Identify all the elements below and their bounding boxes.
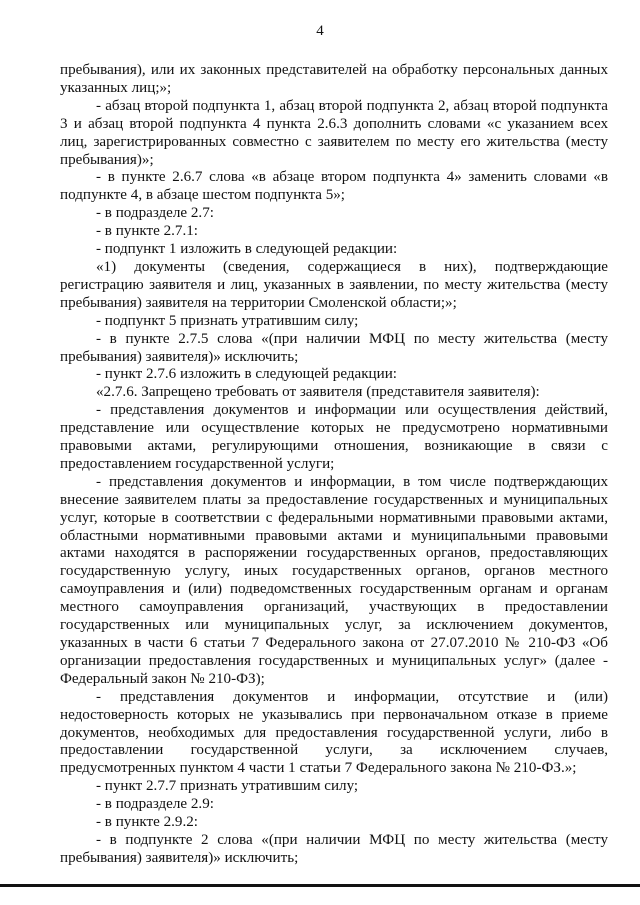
paragraph: пребывания), или их законных представителей на обработку персональных данных указанных лиц;»;: [60, 62, 608, 96]
document-body: [60, 62, 608, 868]
paragraph: - подпункт 5 признать утратившим силу;: [96, 312, 359, 329]
paragraph: «2.7.6. Запрещено требовать от заявителя (представителя заявителя):: [96, 384, 540, 401]
paragraph: - в пункте 2.7.5 слова «(при наличии МФЦ по месту жительства (месту пребывания) заявителя)» исключить;: [60, 330, 608, 365]
page-number: 4: [316, 23, 324, 39]
paragraph: - пункт 2.7.6 изложить в следующей редакции:: [96, 366, 397, 383]
paragraph: - представления документов и информации, отсутствие и (или) недостоверность которых не указывались при первоначальном отказе в приеме документов, необходимых для предоставления государственной услуги, либо в предоставлении государственной услуги, за исключением случаев, предусмотренных пунктом 4 части 1 статьи 7 Федерального закона № 210-ФЗ.»;: [60, 688, 608, 777]
bottom-rule: [0, 884, 640, 887]
paragraph: - в подпункте 2 слова «(при наличии МФЦ по месту жительства (месту пребывания) заявителя)» исключить;: [60, 831, 608, 866]
paragraph: - в пункте 2.9.2:: [96, 814, 198, 831]
paragraph: - в подразделе 2.9:: [96, 796, 214, 813]
paragraph: - в пункте 2.6.7 слова «в абзаце втором подпункта 4» заменить словами «в подпункте 4, в абзаце шестом подпункта 5»;: [60, 169, 608, 204]
paragraph: - представления документов и информации, в том числе подтверждающих внесение заявителем платы за предоставление государственных и муниципальных услуг, которые в соответствии с федеральными нормативными правовыми актами, областными нормативными правовыми актами и муниципальными правовыми актами находятся в распоряжении государственных органов, предоставляющих государственную услугу, иных государственных органов, органов местного самоуправления и (или) подведомственных государственным органам и органам местного самоуправления организаций, участвующих в предоставлении государственных или муниципальных услуг, за исключением документов, указанных в части 6 статьи 7 Федерального закона от 27.07.2010 № 210-ФЗ «Об организации предоставления государственных и муниципальных услуг» (далее - Федеральный закон № 210-ФЗ);: [60, 473, 608, 687]
paragraph: - в пункте 2.7.1:: [96, 223, 198, 240]
paragraph: - представления документов и информации или осуществления действий, представление или осуществление которых не предусмотрено нормативными правовыми актами, регулирующими отношения, возникающие в связи с предоставлением государственной услуги;: [60, 402, 608, 472]
paragraph: - подпункт 1 изложить в следующей редакции:: [96, 241, 398, 258]
paragraph: - в подразделе 2.7:: [96, 205, 214, 222]
paragraph: - пункт 2.7.7 признать утратившим силу;: [96, 778, 359, 795]
paragraph: «1) документы (сведения, содержащиеся в них), подтверждающие регистрацию заявителя и лиц, указанных в заявлении, по месту жительства (месту пребывания) заявителя на территории Смоленской области;»;: [60, 258, 608, 311]
paragraph: - абзац второй подпункта 1, абзац второй подпункта 2, абзац второй подпункта 3 и абзац второй подпункта 4 пункта 2.6.3 дополнить словами «с указанием всех лиц, зарегистрированных совместно с заявителем по месту его жительства (месту пребывания)»;: [60, 97, 608, 168]
